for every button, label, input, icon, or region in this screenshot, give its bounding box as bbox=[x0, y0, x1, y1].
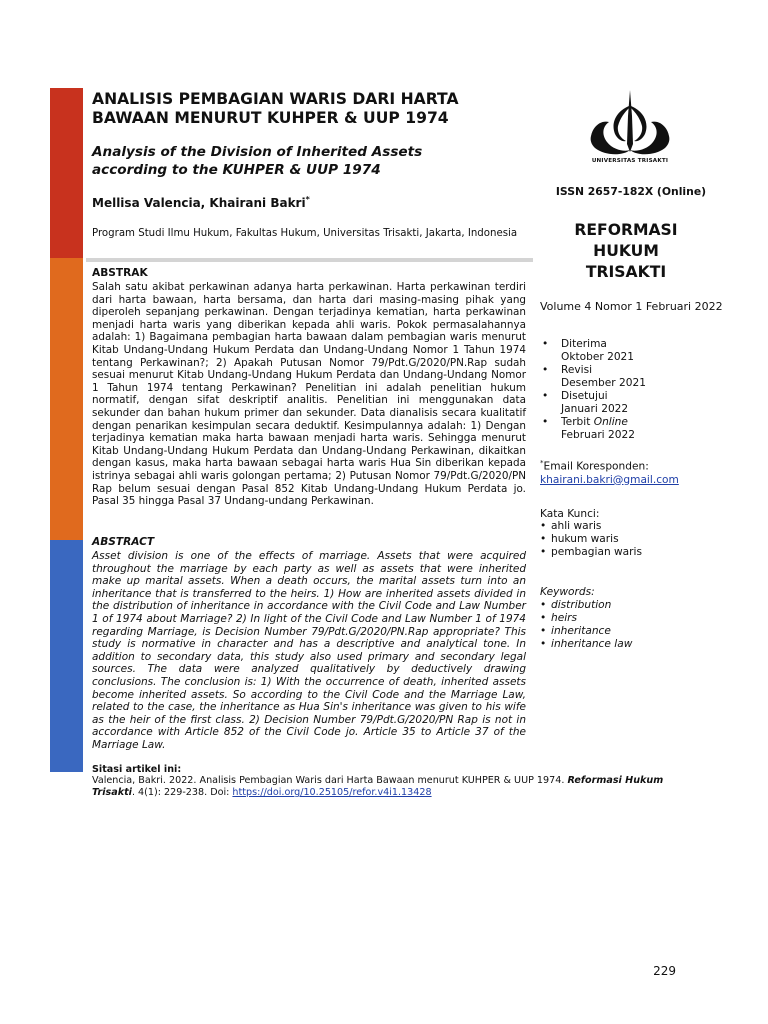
date-label: Diterima bbox=[561, 338, 607, 350]
kata-kunci-item: • ahli waris bbox=[540, 520, 642, 533]
section-divider bbox=[86, 258, 533, 262]
journal-name bbox=[540, 220, 712, 283]
journal-line-1: REFORMASI bbox=[574, 221, 678, 239]
journal-line-2: HUKUM bbox=[593, 242, 659, 260]
accent-bar-red bbox=[50, 88, 83, 258]
keyword-item: • inheritance law bbox=[540, 638, 632, 651]
citation-volume: . 4(1): 229-238. Doi: bbox=[131, 787, 233, 798]
page-number: 229 bbox=[653, 964, 676, 978]
article-subtitle bbox=[92, 143, 512, 179]
doi-link[interactable]: https://doi.org/10.25105/refor.v4i1.13428 bbox=[232, 787, 432, 798]
date-item bbox=[540, 364, 646, 390]
title-line-2: BAWAAN MENURUT KUHPER & UUP 1974 bbox=[92, 109, 449, 127]
date-label-italic: Online bbox=[593, 416, 628, 428]
title-line-1: ANALISIS PEMBAGIAN WARIS DARI HARTA bbox=[92, 90, 459, 108]
subtitle-line-2: according to the KUHPER & UUP 1974 bbox=[92, 162, 381, 178]
date-item bbox=[540, 416, 646, 442]
accent-bar-orange bbox=[50, 258, 83, 540]
citation-text: Valencia, Bakri. 2022. Analisis Pembagian Waris dari Harta Bawaan menurut KUHPER & UUP 1974. bbox=[92, 775, 568, 786]
citation-heading: Sitasi artikel ini: bbox=[92, 764, 182, 775]
keyword-item: • distribution bbox=[540, 599, 632, 612]
author-mark: * bbox=[305, 195, 310, 204]
abstrak-text: Salah satu akibat perkawinan adanya harta perkawinan. Harta perkawinan terdiri dari harta bawaan, harta bersama, dan harta dari masing-masing pihak yang diperoleh sepanjang perkawinan. Dengan terjadinya kematian, harta perkawinan menjadi harta waris yang diberikan kepada ahli waris. Pokok permasalahannya adalah: 1) Bagaimana pembagian harta bawaan dalam pembagian waris menurut Kitab Undang-Undang Hukum Perdata dan Undang-Undang Nomor 1 Tahun 1974 tentang Perkawinan?; 2) Apakah Putusan Nomor 79/Pdt.G/2020/PN.Rap sudah sesuai menurut Kitab Undang-Undang Hukum Perdata dan Undang-Undang Nomor 1 Tahun 1974 tentang Perkawinan? Penelitian ini adalah penelitian hukum normatif, dengan sifat deskriptif analitis. Penelitian ini menggunakan data sekunder dan bahan hukum primer dan sekunder. Data dianalisis secara kualitatif dengan penarikan kesimpulan secara deduktif. Kesimpulannya adalah: 1) Dengan terjadinya kematian maka harta bawaan menjadi harta waris. Sehingga menurut Kitab Undang-Undang Hukum Perdata dan Undang-Undang Perkawinan, dikaitkan dengan kasus, maka harta bawaan sebagai harta waris Hua Sin diberikan kepada istrinya sebagai ahli waris golongan pertama; 2) Putusan Nomor 79/Pdt.G/2020/PN Rap belum sesuai dengan Pasal 852 Kitab Undang-Undang Hukum Perdata jo. Pasal 35 hingga Pasal 37 Undang-undang Perkawinan. bbox=[92, 281, 526, 508]
email-label: Email Koresponden: bbox=[543, 460, 649, 473]
issn: ISSN 2657-182X (Online) bbox=[555, 185, 707, 198]
corresponding-email bbox=[540, 457, 679, 487]
abstract-heading: ABSTRACT bbox=[92, 536, 155, 548]
kata-kunci-list bbox=[540, 520, 642, 559]
email-mark: * bbox=[540, 459, 544, 467]
date-label: Revisi bbox=[561, 364, 593, 376]
keyword-item: • heirs bbox=[540, 612, 632, 625]
kata-kunci-item: • hukum waris bbox=[540, 533, 642, 546]
keywords-list bbox=[540, 599, 632, 651]
authors bbox=[92, 195, 310, 210]
date-label: Disetujui bbox=[561, 390, 608, 402]
email-link[interactable]: khairani.bakri@gmail.com bbox=[540, 473, 679, 486]
kata-kunci-item: • pembagian waris bbox=[540, 546, 642, 559]
date-label: Terbit bbox=[561, 416, 594, 428]
affiliation: Program Studi Ilmu Hukum, Fakultas Hukum, Universitas Trisakti, Jakarta, Indonesia bbox=[92, 228, 518, 239]
date-value: Oktober 2021 bbox=[561, 351, 635, 363]
article-dates bbox=[540, 338, 646, 442]
journal-line-3: TRISAKTI bbox=[585, 263, 667, 281]
abstrak-heading: ABSTRAK bbox=[92, 267, 148, 279]
date-value: Februari 2022 bbox=[561, 429, 635, 441]
volume-info: Volume 4 Nomor 1 Februari 2022 bbox=[540, 300, 723, 313]
kata-kunci-heading: Kata Kunci: bbox=[540, 508, 600, 520]
author-names: Mellisa Valencia, Khairani Bakri bbox=[92, 196, 306, 210]
date-item bbox=[540, 338, 646, 364]
abstract-text: Asset division is one of the effects of marriage. Assets that were acquired throughout the marriage by each party as well as assets that were inherited make up marital assets. When a death occurs, the marital assets turn into an inheritance that is transferred to the heirs. 1) How are inherited assets divided in the distribution of inheritance in accordance with the Civil Code and Law Number 1 of 1974 about Marriage? 2) In light of the Civil Code and Law Number 1 of 1974 regarding Marriage, is Decision Number 79/Pdt.G/2020/PN.Rap appropriate? This study is normative in character and has a descriptive and analytical tone. In addition to secondary data, this study also used primary and secondary legal sources. The data were analyzed qualitatively by deductively drawing conclusions. The conclusion is: 1) With the occurrence of death, inherited assets become inherited assets. So according to the Civil Code and the Marriage Law, related to the case, the inheritance as Hua Sin's inheritance was given to his wife as the heir of the first class. 2) Decision Number 79/Pdt.G/2020/PN Rap is not in accordance with Article 852 of the Civil Code jo. Article 35 to Article 37 of the Marriage Law. bbox=[92, 550, 526, 751]
article-title bbox=[92, 90, 512, 128]
date-value: Desember 2021 bbox=[561, 377, 646, 389]
keywords-heading: Keywords: bbox=[540, 586, 595, 598]
logo-caption: UNIVERSITAS TRISAKTI bbox=[591, 158, 669, 164]
date-value: Januari 2022 bbox=[561, 403, 629, 415]
citation bbox=[92, 775, 672, 799]
keyword-item: • inheritance bbox=[540, 625, 632, 638]
accent-bar-blue bbox=[50, 540, 83, 772]
subtitle-line-1: Analysis of the Division of Inherited Assets bbox=[92, 144, 423, 160]
citation-journal: Reformasi Hukum Trisakti bbox=[92, 775, 664, 798]
date-item bbox=[540, 390, 646, 416]
